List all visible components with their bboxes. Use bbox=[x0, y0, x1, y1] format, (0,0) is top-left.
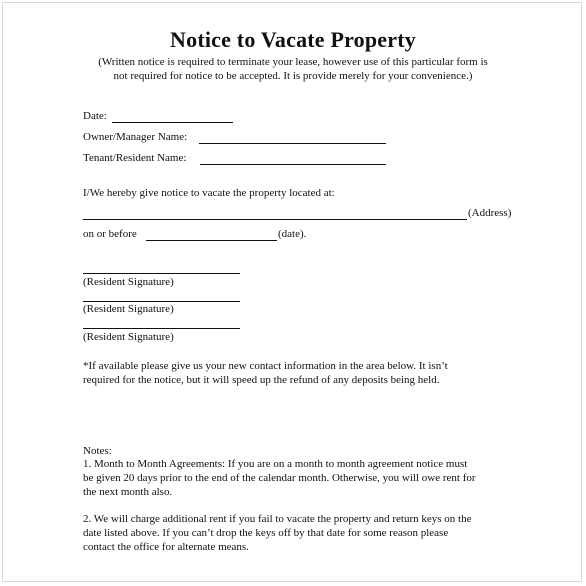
note-line: the next month also. bbox=[83, 486, 173, 498]
notice-intro-text: I/We hereby give notice to vacate the property located at: bbox=[83, 187, 335, 199]
contact-note-line: *If available please give us your new contact information in the area below. It isn’t bbox=[83, 360, 448, 372]
note-1 bbox=[83, 457, 523, 499]
signature-label: (Resident Signature) bbox=[83, 303, 174, 315]
signature-line-1[interactable] bbox=[83, 273, 240, 274]
date-label: Date: bbox=[83, 110, 107, 122]
date-suffix-label: (date). bbox=[278, 228, 307, 240]
vacate-date-field-line[interactable] bbox=[146, 240, 277, 241]
note-2 bbox=[83, 512, 523, 554]
contact-info-note bbox=[83, 359, 523, 387]
contact-note-line: required for the notice, but it will speed up the refund of any deposits being held. bbox=[83, 374, 440, 386]
signature-label: (Resident Signature) bbox=[83, 276, 174, 288]
address-label: (Address) bbox=[468, 207, 512, 219]
signature-line-3[interactable] bbox=[83, 328, 240, 329]
owner-manager-label: Owner/Manager Name: bbox=[83, 131, 188, 143]
document-title: Notice to Vacate Property bbox=[170, 27, 416, 52]
subtitle-line: (Written notice is required to terminate your lease, however use of this particular form is bbox=[98, 56, 488, 68]
tenant-resident-label: Tenant/Resident Name: bbox=[83, 152, 187, 164]
owner-manager-field-line[interactable] bbox=[199, 143, 386, 144]
note-line: 1. Month to Month Agreements: If you are on a month to month agreement notice must bbox=[83, 458, 468, 470]
note-line: 2. We will charge additional rent if you fail to vacate the property and return keys on the bbox=[83, 513, 472, 525]
note-line: be given 20 days prior to the end of the calendar month. Otherwise, you will owe rent for bbox=[83, 472, 476, 484]
note-line: date listed above. If you can’t drop the keys off by that date for some reason please bbox=[83, 527, 449, 539]
on-or-before-label: on or before bbox=[83, 228, 137, 240]
tenant-resident-field-line[interactable] bbox=[200, 164, 386, 165]
notes-heading: Notes: bbox=[83, 445, 112, 457]
signature-label: (Resident Signature) bbox=[83, 331, 174, 343]
subtitle-line: not required for notice to be accepted. It is provide merely for your convenience.) bbox=[113, 69, 473, 82]
date-field-line[interactable] bbox=[112, 122, 233, 123]
document-subtitle bbox=[0, 56, 586, 83]
address-field-line[interactable] bbox=[83, 219, 467, 220]
note-line: contact the office for alternate means. bbox=[83, 541, 249, 553]
